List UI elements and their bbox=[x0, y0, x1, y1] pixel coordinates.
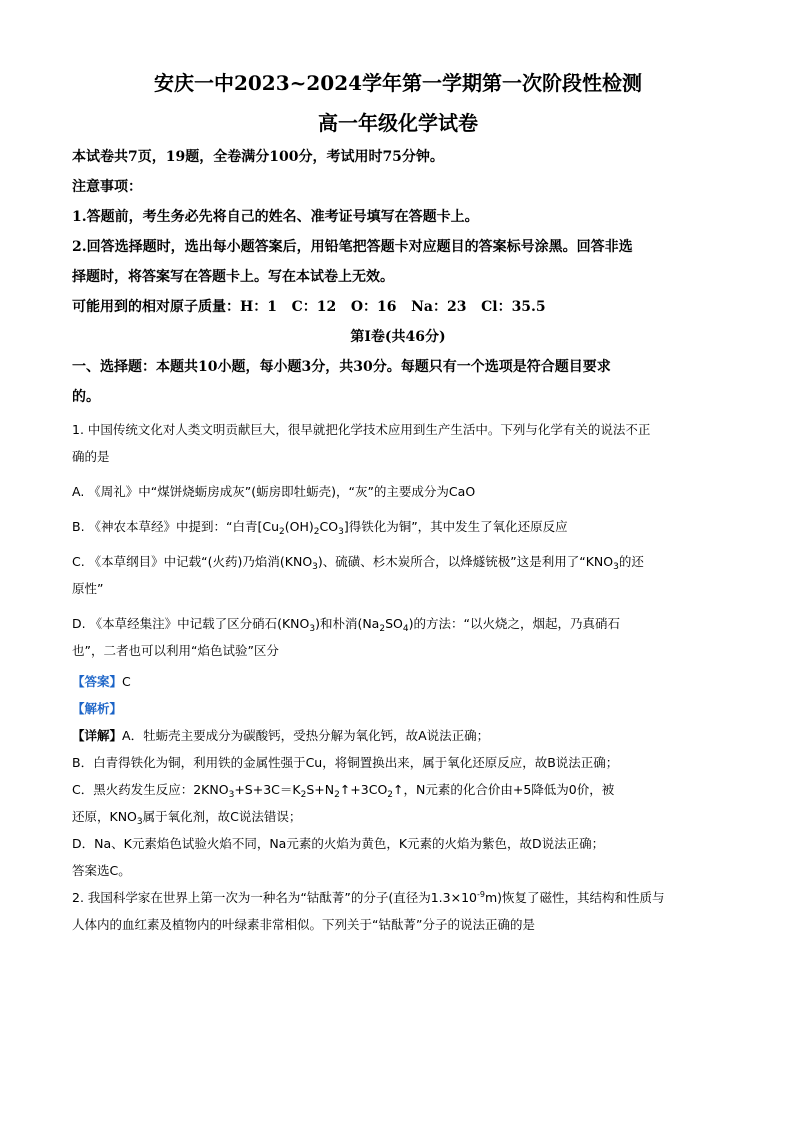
detail-line-5: D．Na、K元素焰色试验火焰不同，Na元素的火焰为黄色，K元素的火焰为紫色，故D说法正确； bbox=[72, 836, 605, 851]
q1-stem-line-1: 1. 中国传统文化对人类文明贡献巨大，很早就把化学技术应用到生产生活中。下列与化学有关的说法不正 bbox=[72, 422, 651, 437]
detail-line-2: B．白青得铁化为铜，利用铁的金属性强于Cu，将铜置换出来，属于氧化还原反应，故B说法正确； bbox=[72, 755, 619, 770]
notice-item-1: 1.答题前，考生务必先将自己的姓名、准考证号填写在答题卡上。 bbox=[72, 209, 479, 225]
exam-subtitle: 高一年级化学试卷 bbox=[318, 111, 478, 135]
part-instructions-line-2: 的。 bbox=[72, 389, 100, 405]
notice-item-2-line-2: 择题时，将答案写在答题卡上。写在本试卷上无效。 bbox=[72, 269, 394, 285]
question-1 bbox=[72, 416, 724, 884]
q1-option-d: D. 《本草经集注》中记载了区分硝石$(KNO_3)$和朴消$(Na_2SO_4)$的方法：“以火烧之，烟起，乃真硝石 bbox=[72, 616, 620, 634]
q1-option-c-cont: 原性” bbox=[72, 581, 104, 596]
atomic-masses: 可能用到的相对原子质量：H：1 C：12 O：16 Na：23 Cl：35.5 bbox=[72, 299, 546, 315]
q1-option-a: A. 《周礼》中“煤饼烧蛎房成灰”(蛎房即牡蛎壳)，“灰”的主要成分为CaO bbox=[72, 484, 476, 499]
notice-heading: 注意事项： bbox=[72, 179, 142, 195]
exam-title: 安庆一中2023~2024学年第一学期第一次阶段性检测 bbox=[153, 71, 643, 95]
detail-line-4: 还原，$KNO_3$属于氧化剂，故C说法错误； bbox=[72, 809, 302, 827]
q1-option-b: B. 《神农本草经》中提到：“白青$[Cu_2(OH)_2CO_3]$得铁化为铜”，其中发生了氧化还原反应 bbox=[72, 519, 568, 537]
analysis-tag: 【解析】 bbox=[72, 701, 123, 716]
detail-line-1: 【详解】A．牡蛎壳主要成分为碳酸钙，受热分解为氧化钙，故A说法正确； bbox=[72, 728, 490, 743]
answer-value: C bbox=[122, 674, 131, 689]
q1-option-c: C. 《本草纲目》中记载“(火药)乃焰消$(KNO_3)$、硫磺、杉木炭所合，以烽燧铳极”这是利用了“$KNO_3$的还 bbox=[72, 554, 644, 572]
question-2 bbox=[72, 884, 724, 938]
q2-stem-line-2: 人体内的血红素及植物内的叶绿素非常相似。下列关于“钴酞菁”分子的说法正确的是 bbox=[72, 917, 535, 932]
notice-item-2-line-1: 2.回答选择题时，选出每小题答案后，用铅笔把答题卡对应题目的答案标号涂黑。回答非选 bbox=[72, 239, 633, 255]
q1-option-d-cont: 也”，二者也可以利用“焰色试验”区分 bbox=[72, 643, 279, 658]
answer-tag: 【答案】 bbox=[72, 674, 123, 689]
detail-line-6: 答案选C。 bbox=[72, 863, 131, 878]
page-count-info: 本试卷共7页，19题，全卷满分100分，考试用时75分钟。 bbox=[72, 149, 444, 165]
section-heading: 第Ⅰ卷(共46分) bbox=[350, 329, 446, 345]
part-instructions-line-1: 一、选择题：本题共10小题，每小题3分，共30分。每题只有一个选项是符合题目要求 bbox=[72, 359, 611, 375]
detail-line-3: C．黑火药发生反应：$2KNO_3+S+3C=K_2S+N_2↑+3CO_2↑$，N元素的化合价由+5降低为0价，被 bbox=[72, 782, 615, 800]
q2-stem-line-1: 2. 我国科学家在世界上第一次为一种名为“钴酞菁”的分子(直径为$1.3\times 10^{-9}m$)恢复了磁性，其结构和性质与 bbox=[72, 890, 665, 905]
q1-stem-line-2: 确的是 bbox=[72, 449, 110, 464]
exam-page bbox=[72, 70, 724, 938]
detail-tag: 【详解】 bbox=[72, 728, 123, 743]
answer-line bbox=[72, 668, 724, 695]
